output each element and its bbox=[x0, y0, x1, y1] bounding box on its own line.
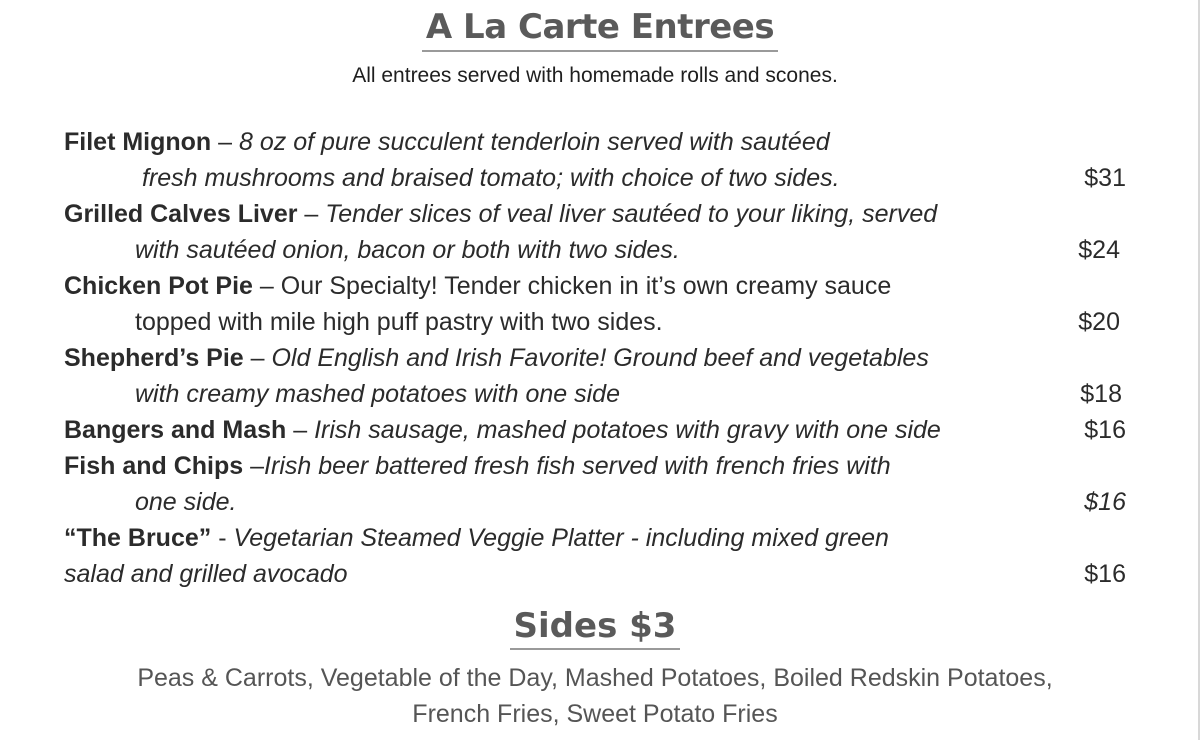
sides-title: Sides $3 bbox=[510, 606, 681, 650]
entree-line bbox=[64, 556, 1134, 592]
entree-line bbox=[64, 520, 1134, 556]
sides-line: French Fries, Sweet Potato Fries bbox=[412, 700, 778, 728]
entree-line bbox=[64, 304, 1134, 340]
entree-description: Our Specialty! Tender chicken in it’s own creamy sauce bbox=[280, 272, 892, 300]
entree-description: Tender slices of veal liver sautéed to your liking, served bbox=[325, 200, 938, 228]
entree-price: $16 bbox=[1084, 416, 1126, 444]
entree-name: Fish and Chips bbox=[64, 452, 244, 480]
entree-line bbox=[64, 196, 1134, 232]
entree-price: $20 bbox=[1078, 308, 1120, 336]
entree-line bbox=[64, 376, 1134, 412]
entree-line bbox=[64, 412, 1134, 448]
sides-title-wrap bbox=[0, 606, 1190, 650]
entree-separator: – bbox=[243, 344, 272, 372]
entree-separator: - bbox=[211, 524, 234, 552]
entree-name: Chicken Pot Pie bbox=[64, 272, 253, 300]
entree-line bbox=[64, 124, 1134, 160]
entree-line bbox=[64, 340, 1134, 376]
entree-separator: – bbox=[297, 200, 326, 228]
entree-price: $31 bbox=[1084, 164, 1126, 192]
entree-description: Vegetarian Steamed Veggie Platter - including mixed green bbox=[233, 524, 889, 552]
entree-line bbox=[64, 160, 1134, 196]
entree-separator: – bbox=[286, 416, 315, 444]
entree-name: Grilled Calves Liver bbox=[64, 200, 298, 228]
entree-description: 8 oz of pure succulent tenderloin served with sautéed bbox=[239, 128, 830, 156]
entree-description: with creamy mashed potatoes with one side bbox=[135, 380, 620, 408]
entree-description: Old English and Irish Favorite! Ground beef and vegetables bbox=[271, 344, 929, 372]
entree-price: $18 bbox=[1080, 380, 1122, 408]
page-title: A La Carte Entrees bbox=[422, 6, 778, 52]
entree-line bbox=[64, 232, 1134, 268]
entree-description: salad and grilled avocado bbox=[64, 560, 348, 588]
entree-price: $16 bbox=[1084, 560, 1126, 588]
entree-separator: – bbox=[243, 452, 265, 480]
entree-description: fresh mushrooms and braised tomato bbox=[142, 164, 557, 192]
entree-description: topped with mile high puff pastry with two sides. bbox=[135, 308, 663, 336]
page-subtitle: All entrees served with homemade rolls and scones. bbox=[352, 64, 838, 87]
entree-price: $24 bbox=[1078, 236, 1120, 264]
entree-separator: – bbox=[211, 128, 239, 156]
entree-description: ; with choice of two sides. bbox=[556, 164, 840, 192]
entree-description: with sautéed onion, bacon or both with two sides. bbox=[135, 236, 680, 264]
entree-description: Irish beer battered fresh fish served with french fries with bbox=[264, 452, 891, 480]
entree-description: Irish sausage, mashed potatoes with gravy with one side bbox=[314, 416, 941, 444]
entree-name: Filet Mignon bbox=[64, 128, 212, 156]
entree-list bbox=[64, 124, 1134, 592]
entree-name: Shepherd’s Pie bbox=[64, 344, 244, 372]
entree-line bbox=[64, 448, 1134, 484]
entree-line bbox=[64, 268, 1134, 304]
entree-price: $16 bbox=[1084, 488, 1126, 516]
entree-name: Bangers and Mash bbox=[64, 416, 287, 444]
sides-line: Peas & Carrots, Vegetable of the Day, Mashed Potatoes, Boiled Redskin Potatoes, bbox=[137, 664, 1053, 692]
page-title-wrap bbox=[0, 6, 1200, 52]
entree-description: one side. bbox=[135, 488, 237, 516]
sides-list bbox=[0, 660, 1190, 732]
entree-line bbox=[64, 484, 1134, 520]
entree-separator: – bbox=[252, 272, 281, 300]
entree-name: “The Bruce” bbox=[64, 524, 212, 552]
